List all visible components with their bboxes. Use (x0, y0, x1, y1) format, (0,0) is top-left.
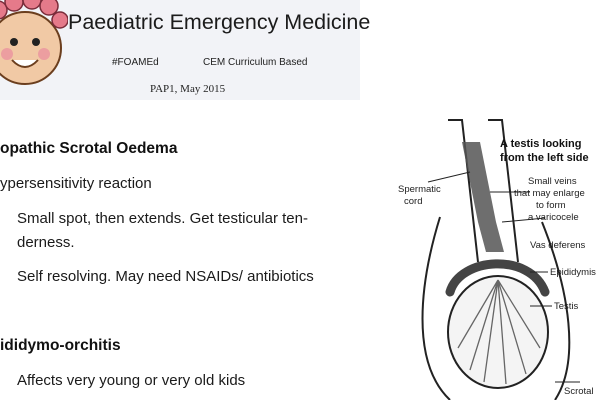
cartoon-girl-avatar (0, 0, 68, 96)
section-heading-scrotal-oedema: opathic Scrotal Oedema (0, 140, 178, 157)
diagram-title-1: A testis looking (500, 138, 582, 150)
date-label: PAP1, May 2015 (150, 83, 226, 95)
label-vas-deferens: Vas deferens (530, 240, 586, 251)
testis-diagram (380, 112, 600, 400)
label-scrotal: Scrotal (564, 386, 594, 397)
label-spermatic: Spermatic (398, 184, 441, 195)
bullet-self-resolving: Self resolving. May need NSAIDs/ antibiotics (17, 268, 314, 285)
bullet-small-spot-cont: derness. (17, 234, 75, 251)
bullet-small-spot: Small spot, then extends. Get testicular ten- (17, 210, 308, 227)
label-cord: cord (404, 196, 423, 207)
label-varicocele: a varicocele (528, 212, 579, 223)
label-epididymis: Epididymis (550, 267, 596, 278)
section-heading-epididymo-orchitis: ididymo-orchitis (0, 337, 121, 354)
page-title: Paediatric Emergency Medicine (68, 10, 371, 34)
foamed-tag: #FOAMEd (112, 57, 159, 68)
bullet-hypersensitivity: ypersensitivity reaction (0, 175, 152, 192)
slide-header (0, 0, 371, 100)
curriculum-tag: CEM Curriculum Based (203, 57, 308, 68)
diagram-title-2: from the left side (500, 152, 589, 164)
label-small-veins: Small veins (528, 176, 577, 187)
bullet-young-old: Affects very young or very old kids (17, 372, 246, 389)
label-testis: Testis (554, 301, 579, 312)
label-to-form: to form (536, 200, 566, 211)
label-that-may-enlarge: that may enlarge (514, 188, 585, 199)
